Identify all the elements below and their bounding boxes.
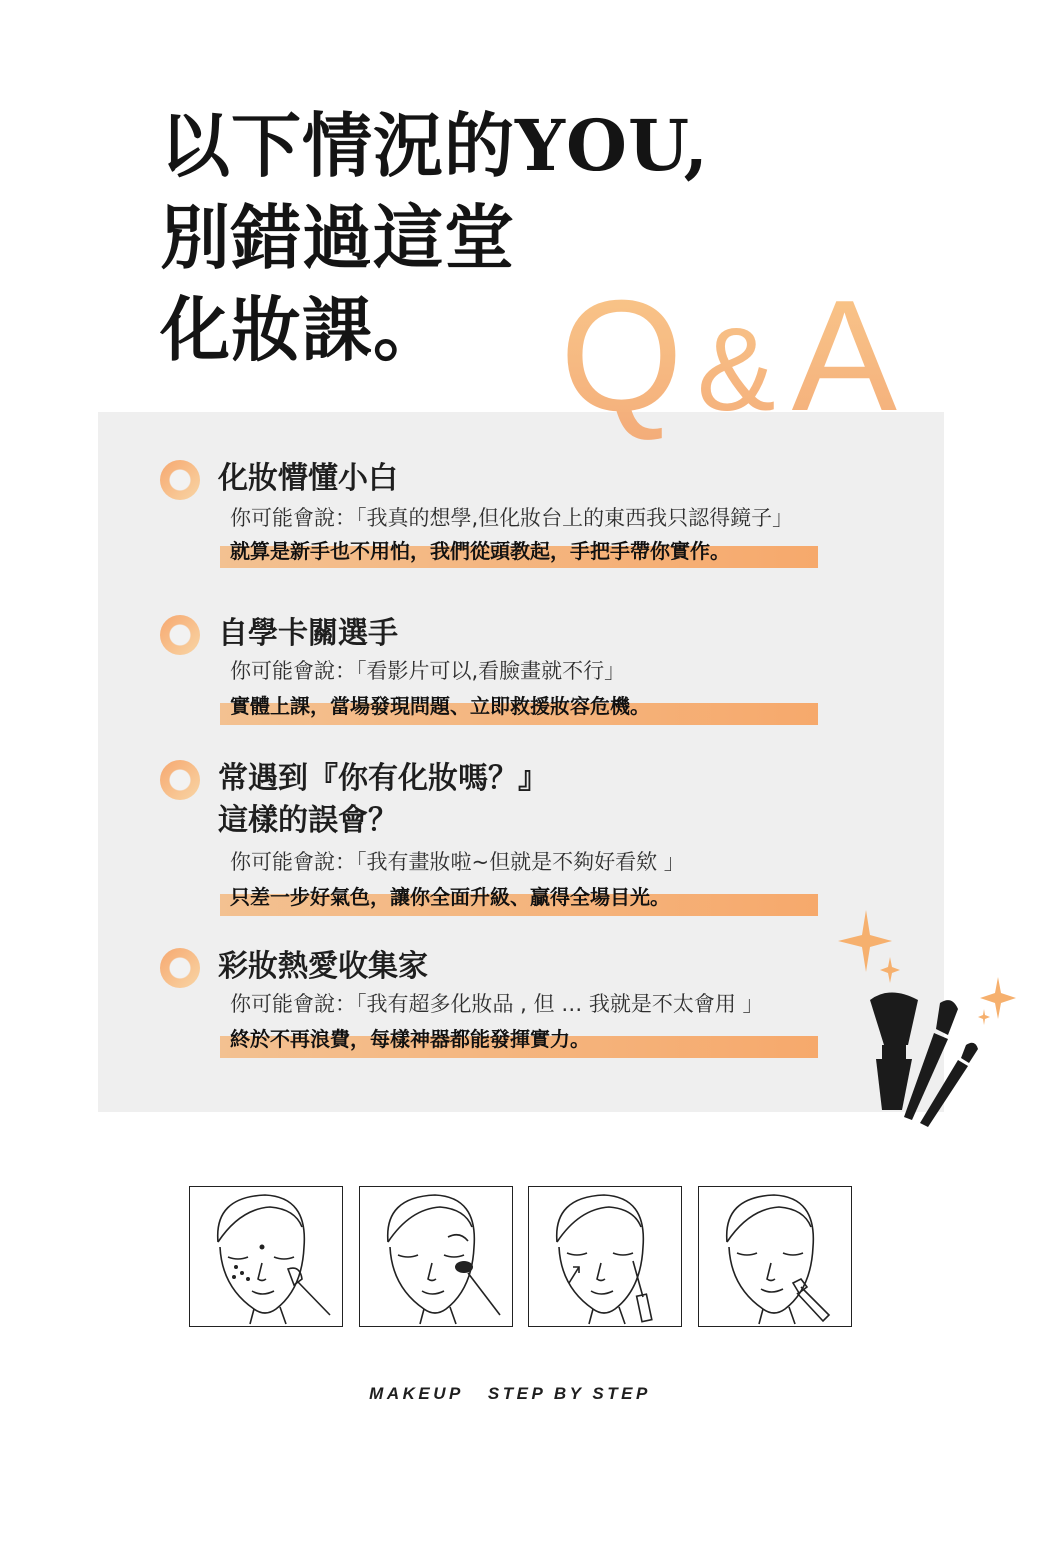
item-note: 實體上課，當場發現問題、立即救援妝容危機。: [230, 694, 650, 718]
item-note: 就算是新手也不用怕，我們從頭教起，手把手帶你實作。: [230, 539, 730, 563]
item-title: 化妝懵懂小白: [218, 461, 398, 496]
qa-q: Q: [560, 268, 691, 444]
item-title: 彩妝熱愛收集家: [218, 949, 428, 984]
face-blemish-brush-icon: [190, 1187, 341, 1325]
sparkle-icon: [838, 910, 1016, 1025]
step-frame: [359, 1186, 513, 1327]
item-title-line-2: 這樣的誤會？: [218, 803, 398, 838]
item-title: 常遇到『你有化妝嗎？』: [218, 761, 548, 796]
ring-bullet-icon: [160, 760, 200, 800]
step-frame: [189, 1186, 343, 1327]
item-quote: 你可能會說：「我有超多化妝品 , 但 … 我就是不太會用 」: [230, 992, 764, 1016]
qa-amp: &: [696, 304, 784, 436]
brush-large: [870, 993, 918, 1111]
face-lipstick-icon: [699, 1187, 850, 1325]
headline-line-1: 以下情況的YOU,: [160, 104, 709, 187]
qa-a: A: [791, 268, 906, 444]
headline-line-3: 化妝課。: [160, 288, 444, 371]
face-eye-brush-icon: [360, 1187, 511, 1325]
step-frame: [528, 1186, 682, 1327]
item-quote: 你可能會說：「看影片可以,看臉畫就不行」: [230, 659, 626, 683]
item-note: 只差一步好氣色，讓你全面升級、贏得全場目光。: [230, 885, 670, 909]
item-quote: 你可能會說：「我真的想學,但化妝台上的東西我只認得鏡子」: [230, 506, 794, 530]
face-mascara-icon: [529, 1187, 680, 1325]
ring-bullet-icon: [160, 615, 200, 655]
step-frame: [698, 1186, 852, 1327]
item-title: 自學卡關選手: [218, 616, 398, 651]
makeup-brushes-icon: [830, 905, 1030, 1135]
headline-line-2: 別錯過這堂: [160, 196, 515, 279]
qa-title: [560, 268, 960, 455]
ring-bullet-icon: [160, 460, 200, 500]
ring-bullet-icon: [160, 948, 200, 988]
item-quote: 你可能會說：「我有畫妝啦~但就是不夠好看欸 」: [230, 850, 685, 874]
item-note: 終於不再浪費，每樣神器都能發揮實力。: [230, 1027, 590, 1051]
footer-caption: MAKEUP STEP BY STEP: [369, 1384, 651, 1403]
qa-text: [560, 268, 905, 444]
